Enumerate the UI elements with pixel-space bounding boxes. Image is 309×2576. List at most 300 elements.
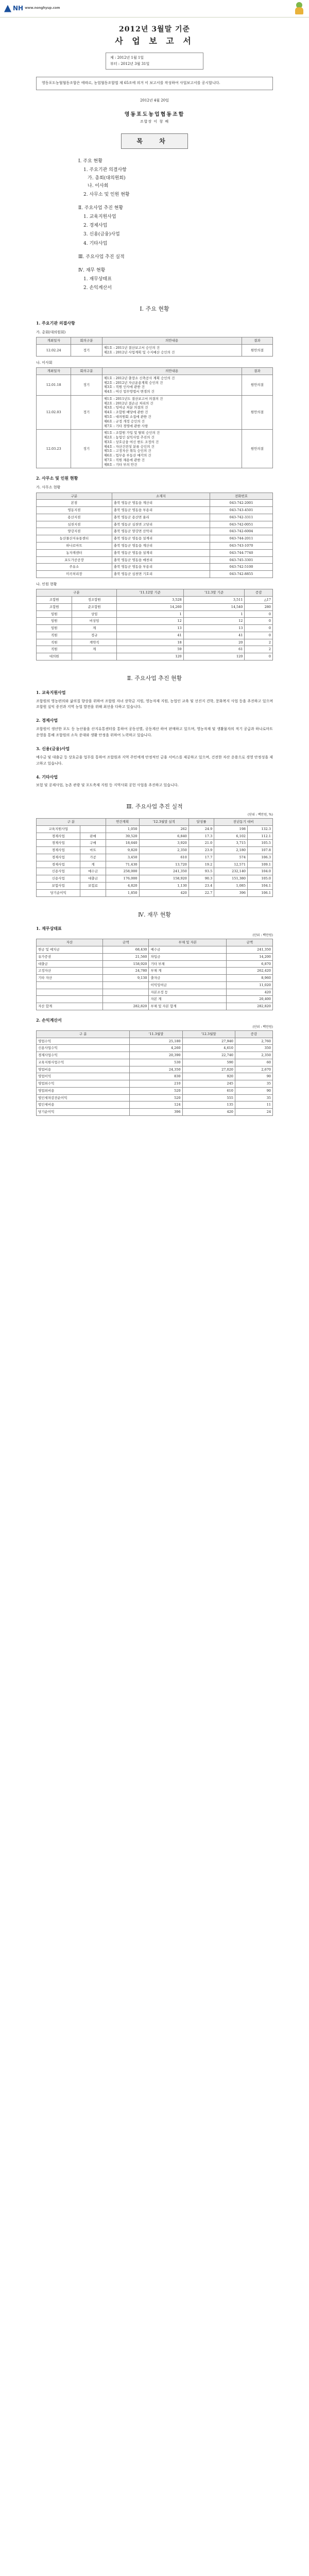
table-cell: 준조합원 [72,603,116,611]
section-heading: 2. 손익계산서 [36,1017,62,1023]
column-header: '12.3월말 실적 [139,819,188,826]
table-cell: 부채 및 자본 합계 [149,1003,227,1010]
table-cell: 043-742-3311 [210,514,273,521]
table-cell: 기타 자산 [37,975,103,982]
table-cell: 양강지점 [37,528,112,535]
table-row [37,996,273,1003]
table-cell: 25,180 [130,1038,182,1045]
unit-label: (단위 : 백만원) [252,1025,273,1029]
table-cell: 920 [182,1073,235,1080]
table-cell: 043-742-0051 [210,521,273,528]
table-cell: 21.0 [188,840,214,847]
table-cell: 27,020 [182,1066,235,1073]
table-cell: 원안의결 [242,375,272,395]
column-header: 자산 [37,939,103,946]
part3-title: Ⅲ. 주요사업 추진 실적 [126,803,183,810]
table-row [37,1038,273,1045]
table-cell [102,989,149,996]
table-cell: 마트 [80,847,106,854]
period-line: 부터 : 2012년 3월 31일 [110,61,150,66]
table-cell: 제1호 : 2011년도 결산보고서 의결의 건 제2호 : 2012년 결손금 처리의 건 제3호 : 잉여금 처분 의결의 건 제4호 : 조합원 배당에 관한 건 제5호 : 대의원회 소집에 관한 건 제6호 : 규정 개정 승인의 건 제7호 : 기타 경영에 관한 사항 [102,395,242,429]
table-cell: 14,260 [116,603,183,611]
table-cell: 590 [182,1059,235,1066]
table-cell: 12 [183,618,245,625]
table-cell: 93.5 [188,868,214,875]
table-cell: 경제사업 [37,840,80,847]
table-row [37,430,273,468]
table-cell: 60 [235,1059,272,1066]
paragraph: 예수금 및 대출금 등 상호금융 업무를 통하여 조합원과 지역 주민에게 안정적인 금융 서비스를 제공하고 있으며, 건전한 자산 운용으로 경영 안정성을 제고하고 있습니다. [36,755,273,766]
table-cell: 396 [130,1109,182,1116]
table-cell: 151,380 [214,875,248,883]
column-header: 결과 [242,368,272,375]
table-cell: 정기 [71,395,102,429]
intro-box: 영동포도농협협동조합은 에따르, 농업협동조합법 제 65조에 의거 이 보고서를 작성하여 사업보고서를 공시합니다. [36,77,273,90]
table-cell: 교육지원사업수익 [37,1059,130,1066]
table-cell: 충북 영동군 심천면 기호리 [112,571,210,578]
table-header-row [37,337,273,345]
table-cell: 예수금 [149,946,227,954]
table-cell: 71,430 [106,861,139,868]
table-cell: 당기순이익 [37,889,80,896]
table-row [37,883,273,890]
table-cell: 경제사업 [37,833,80,840]
table-row [37,854,273,861]
section-heading: 1. 주요기관 의결사항 [36,320,75,326]
table-cell: 043-744-2011 [210,535,273,543]
table-of-contents [78,158,309,291]
table-row [37,825,273,833]
table-row [37,507,273,514]
period-box [106,53,203,69]
table-cell: 18,640 [106,840,139,847]
table-cell: 124 [130,1101,182,1109]
table-cell: 23.9 [188,847,214,854]
column-header: 구분 [37,589,117,597]
table-cell: 임원 [37,611,72,618]
table-row [37,632,273,639]
column-header: 회의구분 [71,337,102,345]
table-cell: 043-742-5100 [210,564,273,571]
toc-item: 1. 교육지원사업 [83,214,116,220]
table-cell: 241,350 [227,946,273,954]
paragraph: 조합원이 생산한 포도 등 농산물을 산지유통센터를 통하여 공동선별, 공동계산 하여 판매하고 있으며, 영농자재 및 생활물자의 적기 공급과 하나로마트 운영을 통해 조합원의 소득 증대와 생활 안정을 위하여 노력하고 있습니다. [36,727,273,738]
site-url[interactable]: www.nonghyup.com [25,6,60,10]
table-cell: 기타 부채 [149,960,227,968]
table-cell: 제1호 : 2012년 출장소 신축공사 계획 승인의 건 제2호 : 2012년 자금운용계획 승인의 건 제3호 : 직원 인사에 관한 건 제4호 : 여신 업무방법서 변경의 건 [102,375,242,395]
column-header: 증감 [245,589,273,597]
table-cell: 90.3 [188,875,214,883]
table-row [37,653,273,660]
mascot-block [294,2,305,15]
nh-logo-icon [4,5,11,12]
column-header: 구분 [37,493,112,500]
table-cell: 충북 영동군 영동읍 매천리 [112,556,210,564]
table-row [37,946,273,954]
table-cell: 13 [116,625,183,632]
table-cell: 정기 [71,375,102,395]
subsection-heading: 가. 총회(대의원회) [36,330,66,334]
nh-logo[interactable] [4,4,60,12]
table-cell: 104.0 [248,868,273,875]
table-header-row [37,939,273,946]
table-cell: 고정자산 [37,968,103,975]
table-cell: 충북 영동군 양강면 산막리 [112,528,210,535]
table-cell: 232,140 [214,868,248,875]
table-row [37,968,273,975]
table-cell: 자본조정 등 [149,989,227,996]
table-cell: 12.03.23 [37,430,71,468]
table-cell: 280 [245,603,273,611]
table-cell: 3,450 [106,854,139,861]
table-cell: 106.3 [248,854,273,861]
table-cell: 610 [182,1087,235,1094]
table-cell: 정기 [71,345,102,357]
table-cell [37,981,103,989]
table-row [37,528,273,535]
table-cell: 14,540 [183,603,245,611]
table-header-row [37,819,273,826]
table-cell: 대출금 [80,875,106,883]
table-cell: 영업수익 [37,1038,130,1045]
table-cell: 충북 영동군 심천면 고당리 [112,521,210,528]
section-heading: 2. 사무소 및 인원 현황 [36,476,78,481]
table-cell: 245 [182,1080,235,1088]
table-cell: 미곡처리장 [37,571,112,578]
table-cell: 8,960 [227,975,273,982]
table-row [37,549,273,556]
section-heading: 4. 기타사업 [36,774,58,779]
header-bar [0,0,309,18]
table-row [37,1080,273,1088]
table-cell: 계약직 [72,639,116,646]
table-cell: 자본 계 [149,996,227,1003]
toc-section: Ⅲ. 주요사업 추진 실적 [78,254,125,260]
table-row [37,981,273,989]
table-cell: 0 [245,618,273,625]
table-cell: 1,850 [106,889,139,896]
table-row [37,646,273,653]
table-cell [102,981,149,989]
table-cell: 정조합원 [72,597,116,604]
table-cell: 용산지점 [37,514,112,521]
column-header: 의안내용 [102,368,242,375]
period-line: 제 : 2012년 1월 1일 [110,56,144,60]
table-cell: 12.01.18 [37,375,71,395]
table-cell: 043-743-1070 [210,543,273,550]
performance-table [36,818,273,896]
table-cell: 정기 [71,430,102,468]
table-row [37,535,273,543]
table-cell: 198 [214,825,248,833]
table-cell: 조합원 [37,603,72,611]
table-cell: 임원 [37,625,72,632]
table-cell: 210 [130,1080,182,1088]
table-cell: 직원 [37,639,72,646]
table-cell: 530 [130,1059,182,1066]
table-cell: 신용사업 [37,875,80,883]
table-row [37,571,273,578]
table-cell: 0 [245,611,273,618]
table-row [37,625,273,632]
table-row [37,1087,273,1094]
part4-title: Ⅳ. 재무 현황 [138,911,171,918]
table-row [37,889,273,896]
table-cell: 258,000 [106,868,139,875]
table-cell: 12.02.03 [37,395,71,429]
table-cell: 27,940 [182,1038,235,1045]
table-cell: 22,740 [182,1052,235,1059]
table-cell: 경제사업 [37,854,80,861]
toc-item: 2. 경제사업 [83,223,108,229]
table-cell: 3,511 [183,597,245,604]
toc-item: 2. 손익계산서 [83,285,112,291]
table-row [37,875,273,883]
table-row [37,556,273,564]
toc-item: 4. 기타사업 [83,241,108,246]
table-cell: 2,180 [214,847,248,854]
report-date: 2012년 4월 20일 [140,98,169,103]
toc-item: 2. 사무소 및 인원 현황 [83,192,130,197]
table-cell: 90 [235,1073,272,1080]
table-cell: 610 [139,854,188,861]
section-heading: 1. 재무상태표 [36,926,62,931]
table-cell: 262,420 [227,968,273,975]
chair-name: 조합장 이 창 배 [140,119,169,124]
table-cell: 9,820 [106,847,139,854]
table-cell: 420 [139,889,188,896]
table-cell: 59 [116,646,183,653]
table-cell: 차입금 [149,953,227,960]
table-cell: 132.3 [248,825,273,833]
table-row [37,840,273,847]
table-cell: 판매 [80,833,106,840]
table-cell: 043-742-2001 [210,500,273,507]
toc-section: Ⅰ. 주요 현황 [78,159,102,164]
table-cell: 영업이익 [37,1073,130,1080]
table-cell: 유가증권 [37,953,103,960]
table-row [37,1073,273,1080]
staff-table [36,589,273,660]
table-cell: 본점 [37,500,112,507]
table-cell: 24 [235,1109,272,1116]
table-cell: 충북 영동군 영동읍 설계리 [112,549,210,556]
report-title: 2012년 3월말 기준 [118,25,191,33]
table-header-row [37,368,273,375]
table-row [37,847,273,854]
table-cell: 심천지점 [37,521,112,528]
table-cell: 105.0 [248,875,273,883]
table-cell: 68,430 [102,946,149,954]
table-cell: 282,820 [227,1003,273,1010]
section-heading: 1. 교육지원사업 [36,689,66,695]
table-cell: 520 [130,1087,182,1094]
table-cell [102,996,149,1003]
table-row [37,960,273,968]
table-cell: 4,260 [130,1045,182,1052]
table-row [37,1059,273,1066]
table-cell: 2,350 [139,847,188,854]
mascot-icon [294,2,305,15]
table-cell: 계 [72,646,116,653]
table-cell: 조합원 [37,597,72,604]
table-cell: 충북 영동군 영동읍 계산리 [112,543,210,550]
table-row [37,861,273,868]
table-cell: 농산물산지유통센터 [37,535,112,543]
table-header-row [37,589,273,597]
table-cell: 043-744-7740 [210,549,273,556]
table-cell: 23.4 [188,883,214,890]
table-cell: 6,840 [139,833,188,840]
table-cell: 396 [214,889,248,896]
table-cell: 9,130 [102,975,149,982]
table-cell: 계 [72,625,116,632]
table-row [37,618,273,625]
table-cell: 112.1 [248,833,273,840]
table-cell: 2,350 [235,1052,272,1059]
income-statement-table [36,1030,273,1116]
table-cell: 1 [183,611,245,618]
paragraph: 보험 및 공제사업, 농촌 관광 및 포도축제 지원 등 지역사회 공헌 사업을 추진하고 있습니다. [36,783,179,788]
table-cell [80,825,106,833]
toc-item: 1. 주요기관 의결사항 [83,167,127,173]
table-row [37,868,273,875]
part1-title: Ⅰ. 주요 현황 [140,306,169,313]
toc-title: 목 차 [121,133,188,149]
table-header-row [37,493,273,500]
table-cell: 20,400 [227,996,273,1003]
column-header: 개최일자 [37,368,71,375]
column-header: 금액 [227,939,273,946]
table-cell: 574 [214,854,248,861]
subsection-heading: 가. 사무소 현황 [36,485,61,490]
table-cell: 충북 영동군 용산면 율리 [112,514,210,521]
table-row [37,564,273,571]
table-cell: 17.3 [188,833,214,840]
table-cell: 원안의결 [242,430,272,468]
table-cell: 정규 [72,632,116,639]
assembly-table [36,337,273,356]
table-cell: 대출금 [37,960,103,968]
table-row [37,597,273,604]
table-cell: 24,350 [130,1066,182,1073]
table-cell: 41 [116,632,183,639]
table-cell: 6,870 [227,960,273,968]
table-cell: 22.7 [188,889,214,896]
table-row [37,833,273,840]
toc-subitem: 나. 이사회 [88,183,109,189]
table-cell: 충북 영동군 영동읍 부용리 [112,507,210,514]
column-header: 전년동기 대비 [214,819,273,826]
table-cell: 282,820 [102,1003,149,1010]
table-cell: 경제사업 [37,861,80,868]
table-cell: 350 [235,1045,272,1052]
table-cell: 임원 [37,618,72,625]
table-cell: 충북 영동군 영동읍 계산리 [112,500,210,507]
table-cell: 241,350 [139,868,188,875]
table-row [37,1101,273,1109]
table-cell: 61 [183,646,245,653]
column-header: '12.3말 기준 [183,589,245,597]
table-cell: 2 [245,639,273,646]
table-cell: △17 [245,597,273,604]
table-cell: 043-745-3301 [210,556,273,564]
table-cell: 104.1 [248,883,273,890]
subsection-heading: 나. 이사회 [36,360,53,365]
table-cell: 1,130 [139,883,188,890]
table-row [37,1003,273,1010]
section-heading: 2. 경제사업 [36,718,58,723]
table-cell: 영업외비용 [37,1087,130,1094]
table-cell: 예수금 [80,868,106,875]
table-cell: 0 [245,632,273,639]
table-cell: 106.1 [248,889,273,896]
board-table [36,367,273,468]
column-header: 소재지 [112,493,210,500]
table-cell: 420 [227,989,273,996]
table-cell: 0 [245,625,273,632]
report-subtitle: 사 업 보 고 서 [115,36,194,46]
cover-section [0,18,309,124]
nh-logo-text: NH [13,5,24,12]
table-row [37,639,273,646]
table-row [37,1109,273,1116]
table-cell: 4,820 [106,883,139,890]
table-cell: 35 [235,1080,272,1088]
table-cell: 120 [116,653,183,660]
table-cell: 043-742-6004 [210,528,273,535]
table-cell: 자산 합계 [37,1003,103,1010]
table-cell: 주유소 [37,564,112,571]
toc-item: 3. 신용(금융)사업 [83,232,120,238]
table-cell: 158,920 [102,960,149,968]
table-cell: 제1호 : 2011년 결산보고서 승인의 건 제2호 : 2012년 사업계획 및 수지예산 승인의 건 [102,345,242,357]
column-header: 증감 [235,1030,272,1038]
table-cell: 상임 [72,611,116,618]
table-cell: 직원 [37,646,72,653]
table-header-row [37,1030,273,1038]
table-cell: 13,720 [139,861,188,868]
office-table [36,493,273,578]
table-cell: 420 [182,1109,235,1116]
column-header: 전화번호 [210,493,273,500]
table-cell: 135 [182,1101,235,1109]
table-cell: 2,670 [235,1066,272,1073]
table-cell: 11 [235,1101,272,1109]
column-header: 개최일자 [37,337,71,345]
table-cell: 1,085 [214,883,248,890]
table-row [37,611,273,618]
table-row [37,521,273,528]
table-row [37,395,273,429]
table-cell: 6,102 [214,833,248,840]
column-header: 구 분 [37,1030,130,1038]
column-header: 의안내용 [102,337,242,345]
table-cell: 계 [80,861,106,868]
column-header: 달성률 [188,819,214,826]
unit-label: (단위 : 백만원, %) [247,813,273,817]
table-row [37,375,273,395]
unit-label: (단위 : 백만원) [252,934,273,938]
table-cell: 107.8 [248,847,273,854]
column-header: '11.3월말 [130,1030,182,1038]
table-row [37,953,273,960]
table-cell: 3,715 [214,840,248,847]
table-cell: 대의원 [37,653,72,660]
table-cell [80,889,106,896]
toc-section: Ⅳ. 재무 현황 [78,267,106,273]
table-cell: 보험사업 [37,883,80,890]
